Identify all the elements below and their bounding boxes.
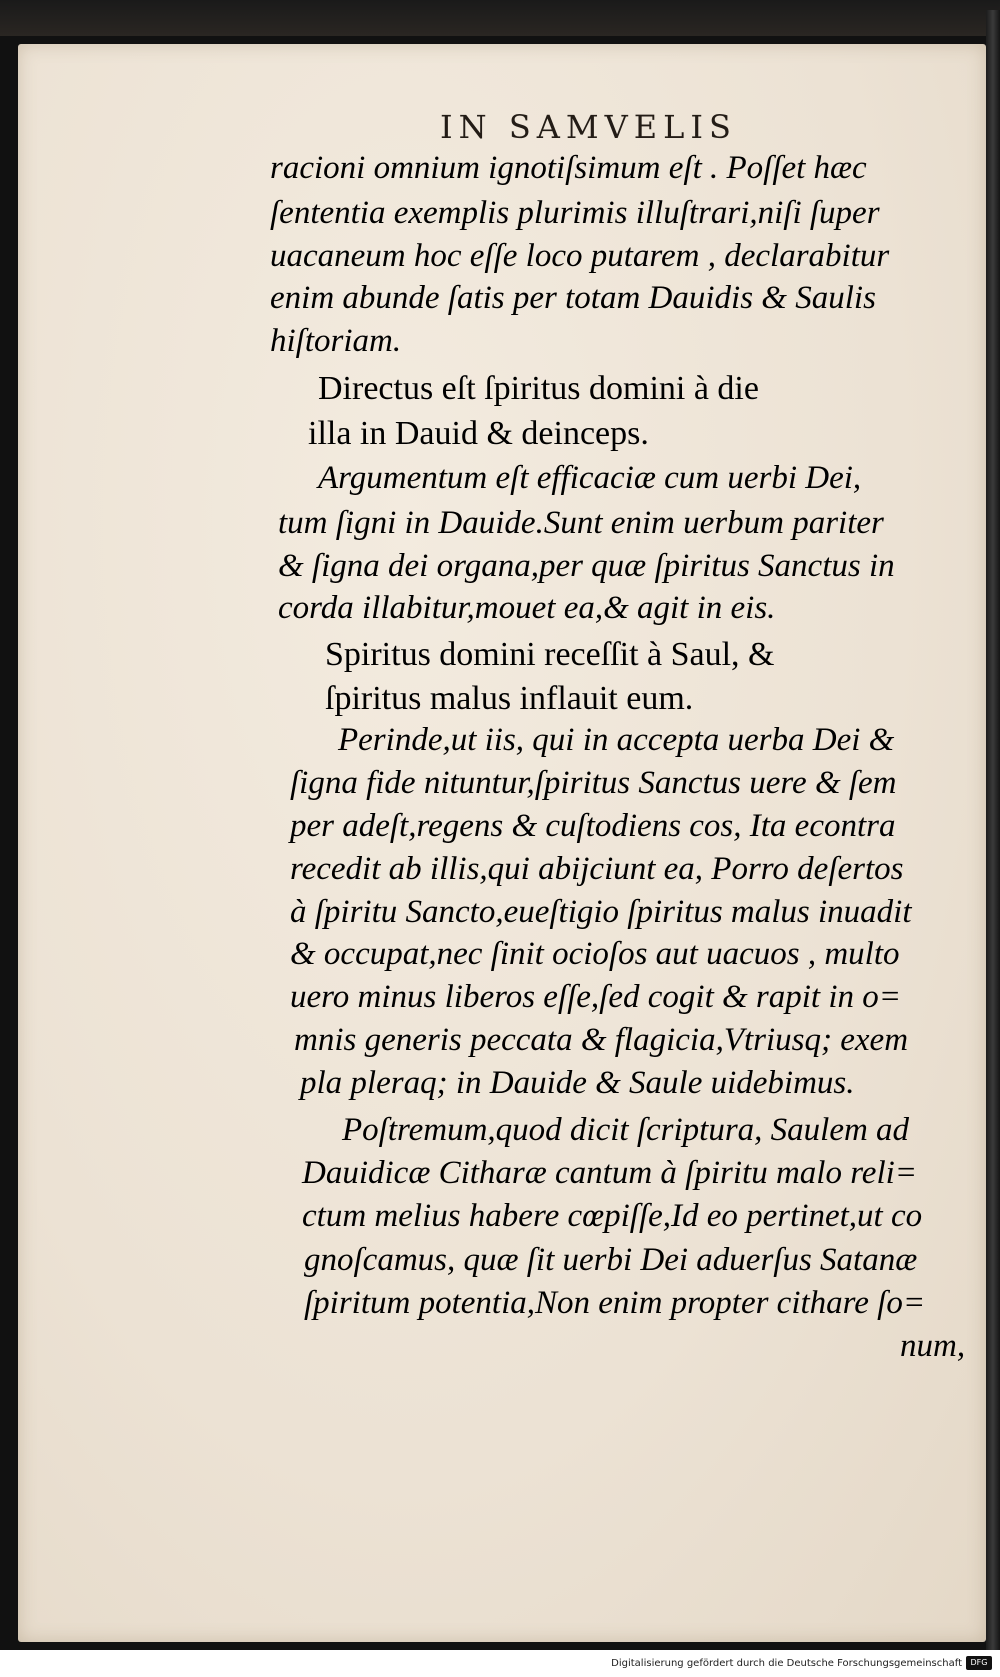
text-line: ſpiritus malus inflauit eum.: [325, 680, 694, 717]
text-line: uero minus liberos eſſe,ſed cogit & rapit in o=: [290, 979, 902, 1015]
running-head: IN SAMVELIS: [440, 108, 737, 146]
footer-bar: [0, 1650, 1000, 1677]
text-line: Directus eſt ſpiritus domini à die: [318, 370, 759, 407]
text-line: à ſpiritu Sancto,eueſtigio ſpiritus malus inuadit: [290, 894, 912, 930]
text-line: hiſtoriam.: [270, 323, 402, 359]
text-line: num,: [900, 1328, 966, 1364]
text-line: Dauidicæ Citharæ cantum à ſpiritu malo reli=: [302, 1155, 918, 1191]
text-line: illa in Dauid & deinceps.: [308, 415, 649, 452]
text-line: racioni omnium ignotiſsimum eſt . Poſſet hæc: [270, 150, 867, 186]
text-line: Spiritus domini receſſit à Saul, &: [325, 636, 775, 673]
text-line: ſententia exemplis plurimis illuſtrari,niſi ſuper: [270, 195, 880, 231]
footer-credit: Digitalisierung gefördert durch die Deutsche Forschungsgemeinschaft: [611, 1658, 962, 1669]
text-line: & occupat,nec ſinit ocioſos aut uacuos , multo: [290, 936, 900, 972]
scan-top-edge: [0, 0, 1000, 36]
text-line: uacaneum hoc eſſe loco putarem , declarabitur: [270, 238, 890, 274]
text-line: corda illabitur,mouet ea,& agit in eis.: [278, 590, 776, 626]
text-line: recedit ab illis,qui abijciunt ea, Porro deſertos: [290, 851, 904, 887]
text-line: pla pleraq; in Dauide & Saule uidebimus.: [300, 1065, 855, 1101]
text-line: gnoſcamus, quæ ſit uerbi Dei aduerſus Satanæ: [304, 1242, 918, 1278]
text-line: Poſtremum,quod dicit ſcriptura, Saulem ad: [342, 1112, 910, 1148]
text-line: mnis generis peccata & flagicia,Vtriusq; exem: [294, 1022, 909, 1058]
text-line: Perinde,ut iis, qui in accepta uerba Dei &: [338, 722, 895, 758]
text-line: & ſigna dei organa,per quæ ſpiritus Sanctus in: [278, 548, 895, 584]
text-line: ſpiritum potentia,Non enim propter cithare ſo=: [304, 1285, 926, 1321]
text-line: ſigna fide nituntur,ſpiritus Sanctus uere & ſem: [290, 765, 897, 801]
text-line: tum ſigni in Dauide.Sunt enim uerbum pariter: [278, 505, 884, 541]
text-line: enim abunde ſatis per totam Dauidis & Saulis: [270, 280, 876, 316]
dfg-logo-icon: DFG: [966, 1656, 992, 1670]
scan-right-edge: [986, 10, 1000, 1650]
text-line: Argumentum eſt efficaciæ cum uerbi Dei,: [318, 460, 862, 496]
text-line: ctum melius habere cœpiſſe,Id eo pertinet,ut co: [302, 1198, 923, 1234]
text-line: per adeſt,regens & cuſtodiens cos, Ita econtra: [290, 808, 896, 844]
